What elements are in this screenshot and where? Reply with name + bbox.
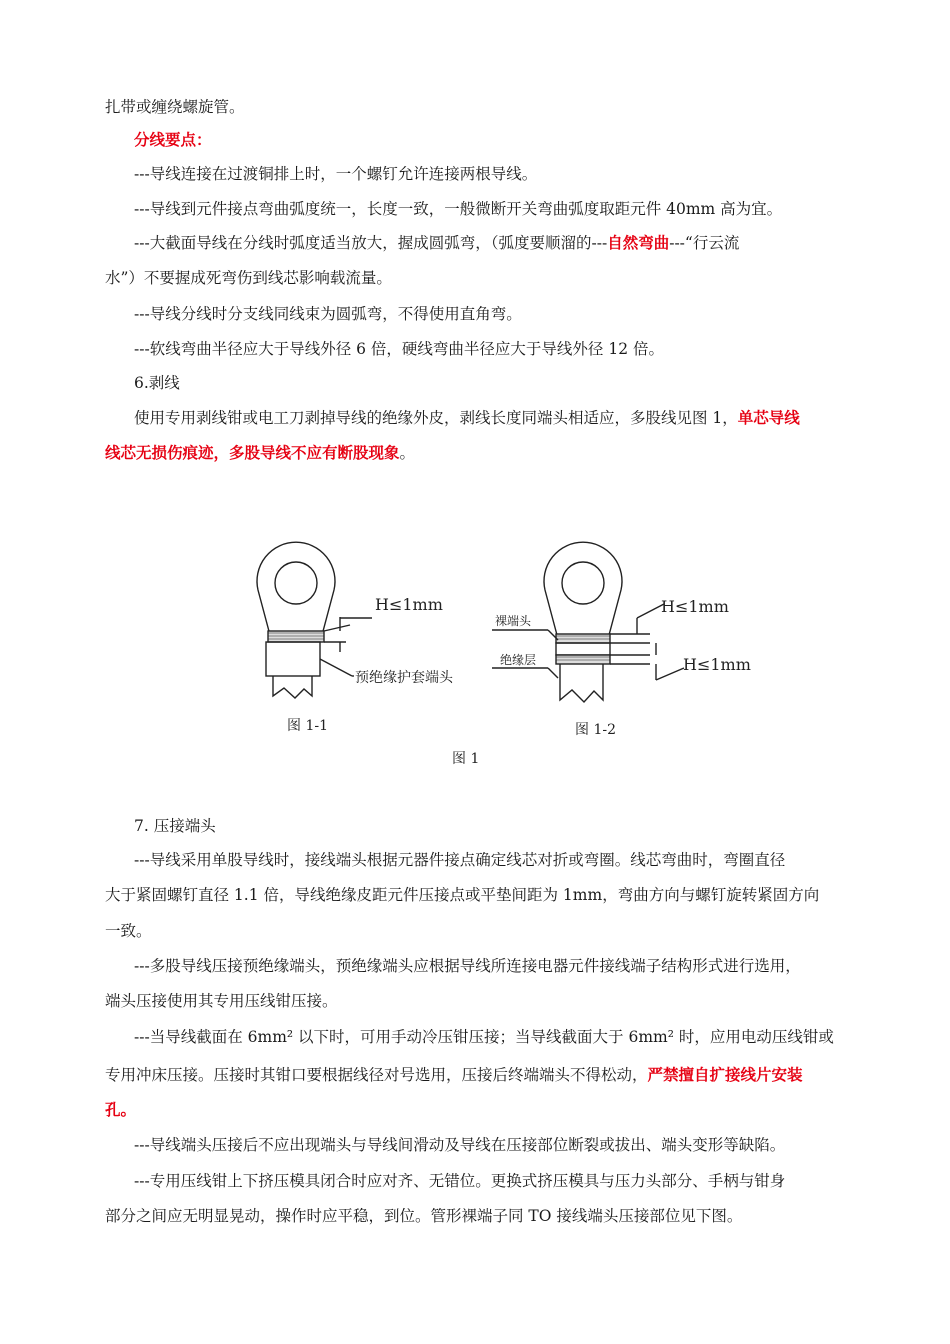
callout-label: 绝缘层 bbox=[500, 653, 537, 667]
lug-hole bbox=[562, 562, 604, 604]
text-run: ---大截面导线在分线时弧度适当放大，握成圆弧弯，（弧度要顺溜的--- bbox=[134, 234, 608, 252]
figure-caption: 图 1-2 bbox=[575, 722, 616, 738]
emphasis-text: 单芯导线 bbox=[737, 409, 800, 427]
text-run: ---“行云流 bbox=[669, 234, 740, 252]
text-run: 。 bbox=[399, 444, 416, 462]
paragraph-line bbox=[105, 1099, 136, 1121]
paragraph-line: 一致。 bbox=[105, 922, 152, 940]
paragraph-line: ---多股导线压接预绝缘端头，预绝缘端头应根据导线所连接电器元件接线端子结构形式进行选用， bbox=[134, 957, 801, 975]
section-title-6: 6.剥线 bbox=[134, 374, 180, 392]
section-title-7: 7. 压接端头 bbox=[134, 817, 216, 835]
paragraph-line: 大于紧固螺钉直径 1.1 倍，导线绝缘皮距元件压接点或平垫间距为 1mm，弯曲方向与螺钉旋转紧固方向 bbox=[105, 886, 820, 904]
text-run: 专用冲床压接。压接时其钳口要根据线径对号选用，压接后终端端头不得松动， bbox=[105, 1066, 648, 1084]
paragraph-line: 部分之间应无明显晃动，操作时应平稳，到位。管形裸端子同 TO 接线端头压接部位见下图。 bbox=[105, 1207, 743, 1225]
paragraph-line: ---专用压线钳上下挤压模具闭合时应对齐、无错位。更换式挤压模具与压力头部分、手柄与钳身 bbox=[134, 1172, 786, 1190]
dimension-label: H≤1mm bbox=[661, 597, 729, 616]
insulation-sleeve bbox=[266, 642, 320, 676]
callout-label: 预绝缘护套端头 bbox=[355, 670, 453, 686]
crimp-band-bottom bbox=[556, 655, 610, 664]
lug-hole bbox=[275, 562, 317, 604]
section-heading-branch: 分线要点： bbox=[134, 131, 212, 149]
crimp-band-top bbox=[556, 634, 610, 643]
dimension-label: H≤1mm bbox=[375, 595, 443, 614]
lug-ring-outline bbox=[544, 542, 622, 635]
paragraph-line bbox=[105, 1064, 803, 1086]
bare-barrel bbox=[556, 643, 610, 655]
paragraph-line: ---导线采用单股导线时，接线端头根据元器件接点确定线芯对折或弯圈。线芯弯曲时，弯圈直径 bbox=[134, 851, 786, 869]
text-run: 使用专用剥线钳或电工刀剥掉导线的绝缘外皮，剥线长度同端头相适应，多股线见图 1， bbox=[134, 409, 738, 427]
emphasis-text: 自然弯曲 bbox=[607, 234, 670, 252]
emphasis-text: 孔。 bbox=[105, 1101, 137, 1119]
paragraph-line: 水”）不要握成死弯伤到线芯影响载流量。 bbox=[105, 269, 392, 287]
paragraph-line: ---导线分线时分支线同线束为圆弧弯，不得使用直角弯。 bbox=[134, 305, 522, 323]
crimp-band bbox=[268, 631, 324, 642]
callout-label: 裸端头 bbox=[495, 614, 532, 628]
emphasis-text: 线芯无损伤痕迹，多股导线不应有断股现象 bbox=[105, 444, 400, 462]
figure-caption-main: 图 1 bbox=[452, 751, 480, 767]
paragraph-line: 端头压接使用其专用压线钳压接。 bbox=[105, 992, 338, 1010]
emphasis-text: 严禁擅自扩接线片安装 bbox=[647, 1066, 803, 1084]
paragraph-line: 扎带或缠绕螺旋管。 bbox=[105, 98, 245, 116]
wire-end bbox=[560, 664, 603, 702]
dimension-label: H≤1mm bbox=[683, 655, 751, 674]
paragraph-line: ---导线到元件接点弯曲弧度统一，长度一致，一般微断开关弯曲弧度取距元件 40mm 高为宜。 bbox=[134, 200, 783, 218]
paragraph-line: ---导线连接在过渡铜排上时，一个螺钉允许连接两根导线。 bbox=[134, 165, 538, 183]
lug-ring-outline bbox=[257, 542, 335, 635]
wire-end bbox=[273, 676, 312, 698]
paragraph-line: ---导线端头压接后不应出现端头与导线间滑动及导线在压接部位断裂或拔出、端头变形等缺陷。 bbox=[134, 1136, 786, 1154]
paragraph-line: ---当导线截面在 6mm² 以下时，可用手动冷压钳压接；当导线截面大于 6mm² 时，应用电动压线钳或 bbox=[134, 1028, 834, 1046]
paragraph-line: ---软线弯曲半径应大于导线外径 6 倍，硬线弯曲半径应大于导线外径 12 倍。 bbox=[134, 340, 665, 358]
figure-caption: 图 1-1 bbox=[287, 718, 328, 734]
